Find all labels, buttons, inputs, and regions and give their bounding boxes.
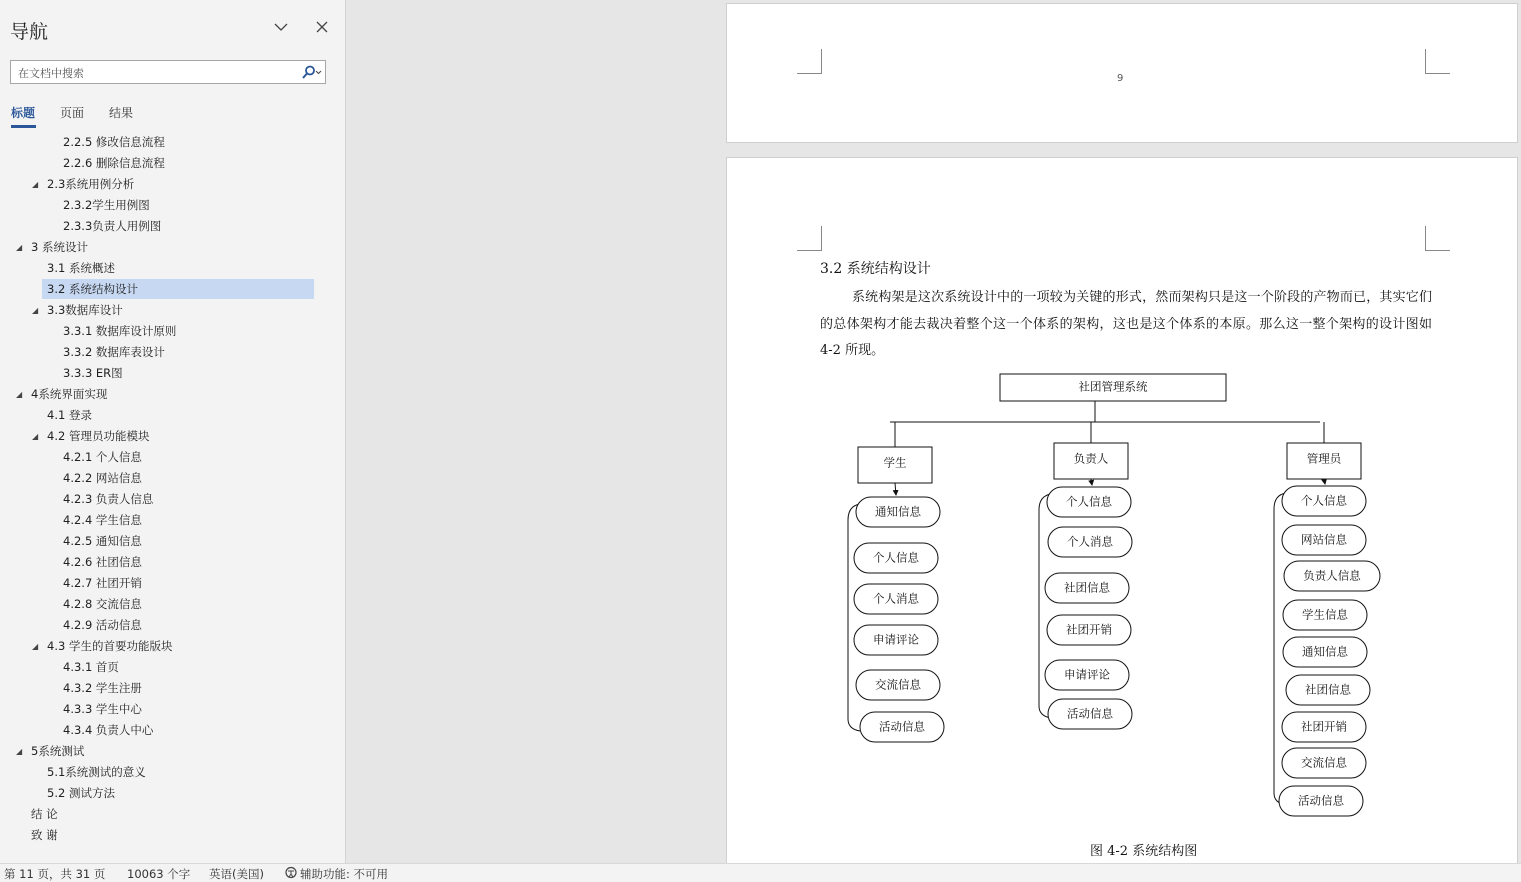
- status-page-count[interactable]: 第 11 页，共 31 页: [4, 867, 106, 881]
- nav-heading-label: 5系统测试: [31, 744, 85, 758]
- nav-heading-label: 4.3.2 学生注册: [63, 681, 142, 695]
- nav-heading-label: 2.3.3负责人用例图: [63, 219, 162, 233]
- tab-headings[interactable]: 标题: [11, 106, 36, 120]
- nav-heading-item[interactable]: [0, 636, 330, 657]
- nav-heading-label: 4.2.5 通知信息: [63, 534, 142, 548]
- nav-heading-label: 4.2.1 个人信息: [63, 450, 142, 464]
- diagram-branch-label: 管理员: [1306, 451, 1342, 466]
- nav-heading-label: 5.2 测试方法: [47, 786, 115, 800]
- search-input[interactable]: [16, 62, 290, 84]
- diagram-leaf-label: 活动信息: [1067, 706, 1113, 721]
- connector-arrow: [1324, 479, 1325, 484]
- crop-mark: [1425, 226, 1450, 251]
- diagram-leaf-label: 个人消息: [873, 591, 919, 606]
- diagram-branch-label: 负责人: [1073, 451, 1109, 466]
- crop-mark: [797, 49, 822, 74]
- nav-heading-item[interactable]: [0, 426, 330, 447]
- collapse-arrow-icon[interactable]: ◢: [32, 642, 39, 651]
- nav-heading-item[interactable]: [0, 804, 330, 825]
- nav-options-button[interactable]: [271, 17, 291, 37]
- collapse-arrow-icon[interactable]: ◢: [16, 390, 23, 399]
- nav-heading-item[interactable]: [0, 657, 330, 678]
- nav-heading-label: 4.3.4 负责人中心: [63, 723, 154, 737]
- nav-heading-label: 4.2.3 负责人信息: [63, 492, 154, 506]
- status-word-count[interactable]: 10063 个字: [127, 867, 191, 881]
- nav-heading-item[interactable]: [0, 510, 330, 531]
- status-accessibility[interactable]: 辅助功能: 不可用: [300, 867, 389, 881]
- diagram-leaf-label: 活动信息: [879, 719, 925, 734]
- nav-heading-label: 4.2.6 社团信息: [63, 555, 142, 569]
- nav-heading-item[interactable]: [0, 363, 330, 384]
- nav-heading-label: 4.1 登录: [47, 408, 92, 422]
- nav-heading-item[interactable]: [0, 489, 330, 510]
- status-bar: [0, 863, 1521, 882]
- chevron-down-icon: [271, 17, 291, 37]
- diagram-leaf-label: 通知信息: [1302, 644, 1348, 659]
- nav-heading-item[interactable]: [0, 216, 330, 237]
- diagram-leaf-label: 网站信息: [1301, 532, 1347, 547]
- diagram-leaf-label: 个人信息: [1066, 494, 1112, 509]
- crop-mark: [1425, 49, 1450, 74]
- nav-heading-item[interactable]: [0, 342, 330, 363]
- nav-heading-item[interactable]: [0, 699, 330, 720]
- nav-heading-item[interactable]: [0, 594, 330, 615]
- nav-heading-item[interactable]: [0, 174, 330, 195]
- nav-heading-item[interactable]: [0, 741, 330, 762]
- nav-heading-item[interactable]: [0, 237, 330, 258]
- nav-heading-item[interactable]: [0, 783, 330, 804]
- nav-heading-item[interactable]: [0, 615, 330, 636]
- nav-heading-label: 3.2 系统结构设计: [47, 282, 138, 296]
- navigation-pane: [0, 0, 346, 863]
- search-box: [10, 60, 326, 84]
- nav-heading-item[interactable]: [0, 300, 330, 321]
- connector-arrow: [895, 483, 896, 495]
- nav-heading-item[interactable]: [0, 447, 330, 468]
- nav-heading-label: 4.2.8 交流信息: [63, 597, 142, 611]
- nav-heading-item[interactable]: [0, 531, 330, 552]
- diagram-leaf-label: 申请评论: [1064, 667, 1110, 682]
- page-number: 9: [1117, 73, 1124, 84]
- connector-bracket: [848, 504, 860, 731]
- nav-heading-item[interactable]: [0, 573, 330, 594]
- nav-heading-item[interactable]: [0, 321, 330, 342]
- section-heading: 3.2 系统结构设计: [820, 261, 931, 277]
- search-button[interactable]: [299, 63, 323, 81]
- close-icon: [312, 17, 332, 37]
- collapse-arrow-icon[interactable]: ◢: [32, 180, 39, 189]
- nav-heading-item[interactable]: [0, 552, 330, 573]
- nav-heading-item[interactable]: [0, 153, 330, 174]
- figure-caption: 图 4-2 系统结构图: [1090, 844, 1198, 859]
- nav-heading-item[interactable]: [0, 762, 330, 783]
- nav-heading-label: 2.2.5 修改信息流程: [63, 135, 165, 149]
- nav-heading-item[interactable]: [0, 258, 330, 279]
- nav-heading-item[interactable]: [0, 195, 330, 216]
- diagram-leaf-label: 申请评论: [873, 632, 919, 647]
- body-paragraph: 系统构架是这次系统设计中的一项较为关键的形式，然而架构只是这一个阶段的产物而已，其实它们的总体架构才能去裁决着整个这一个体系的架构，这也是这个体系的本原。那么这一整个架构的设计图如 4-2 所现。: [820, 290, 1432, 358]
- diagram-leaf-label: 学生信息: [1302, 607, 1348, 622]
- diagram-leaf-label: 个人信息: [1301, 493, 1347, 508]
- nav-heading-item[interactable]: [0, 678, 330, 699]
- diagram-leaf-label: 社团信息: [1064, 580, 1110, 595]
- nav-heading-label: 3.3.3 ER图: [63, 366, 123, 380]
- diagram-leaf-label: 交流信息: [1301, 755, 1347, 770]
- collapse-arrow-icon[interactable]: ◢: [32, 432, 39, 441]
- nav-close-button[interactable]: [312, 17, 332, 37]
- nav-heading-label: 4.3 学生的首要功能版块: [47, 639, 173, 653]
- diagram-leaf-label: 交流信息: [875, 677, 921, 692]
- nav-heading-label: 3.3.1 数据库设计原则: [63, 324, 177, 338]
- nav-heading-label: 2.3系统用例分析: [47, 177, 135, 191]
- system-structure-diagram: [820, 365, 1420, 835]
- nav-heading-label: 4.2.2 网站信息: [63, 471, 142, 485]
- diagram-branch-label: 学生: [883, 455, 907, 470]
- nav-heading-label: 4.3.1 首页: [63, 660, 119, 674]
- accessibility-icon: [284, 866, 298, 882]
- collapse-arrow-icon[interactable]: ◢: [16, 747, 23, 756]
- nav-heading-label: 3.1 系统概述: [47, 261, 115, 275]
- diagram-leaf-label: 负责人信息: [1303, 568, 1361, 583]
- nav-heading-label: 3.3数据库设计: [47, 303, 123, 317]
- nav-heading-item[interactable]: [0, 132, 330, 153]
- diagram-leaf-label: 个人消息: [1067, 534, 1113, 549]
- nav-heading-label: 4.2 管理员功能模块: [47, 429, 150, 443]
- search-icon: [299, 63, 323, 81]
- nav-heading-label: 4.2.4 学生信息: [63, 513, 142, 527]
- nav-heading-label: 结 论: [31, 807, 58, 821]
- nav-heading-label: 4.3.3 学生中心: [63, 702, 142, 716]
- nav-heading-item[interactable]: [0, 720, 330, 741]
- diagram-root-label: 社团管理系统: [1078, 379, 1148, 394]
- nav-heading-item[interactable]: [0, 825, 330, 846]
- diagram-leaf-label: 活动信息: [1298, 793, 1344, 808]
- status-language[interactable]: 英语(美国): [209, 867, 264, 881]
- diagram-leaf-label: 社团开销: [1301, 719, 1347, 734]
- tab-results[interactable]: 结果: [109, 106, 134, 120]
- nav-heading-label: 3 系统设计: [31, 240, 88, 254]
- diagram-leaf-label: 通知信息: [875, 504, 921, 519]
- nav-heading-label: 4系统界面实现: [31, 387, 108, 401]
- nav-heading-label: 4.2.9 活动信息: [63, 618, 142, 632]
- active-tab-indicator: [11, 125, 36, 128]
- nav-title: 导航: [10, 21, 49, 43]
- collapse-arrow-icon[interactable]: ◢: [16, 243, 23, 252]
- nav-heading-label: 3.3.2 数据库表设计: [63, 345, 165, 359]
- nav-heading-item[interactable]: [0, 384, 330, 405]
- tab-pages[interactable]: 页面: [60, 106, 85, 120]
- connector-arrow: [1091, 479, 1092, 485]
- nav-heading-label: 2.3.2学生用例图: [63, 198, 150, 212]
- diagram-leaf-label: 社团信息: [1305, 682, 1351, 697]
- nav-heading-label: 2.2.6 删除信息流程: [63, 156, 165, 170]
- diagram-leaf-label: 社团开销: [1066, 622, 1112, 637]
- nav-heading-label: 5.1系统测试的意义: [47, 765, 146, 779]
- nav-heading-item[interactable]: [0, 468, 330, 489]
- collapse-arrow-icon[interactable]: ◢: [32, 306, 39, 315]
- nav-heading-label: 4.2.7 社团开销: [63, 576, 142, 590]
- diagram-leaf-label: 个人信息: [873, 550, 919, 565]
- nav-heading-label: 致 谢: [31, 828, 58, 842]
- nav-heading-item[interactable]: [0, 405, 330, 426]
- crop-mark: [797, 226, 822, 251]
- nav-heading-item[interactable]: [0, 279, 330, 300]
